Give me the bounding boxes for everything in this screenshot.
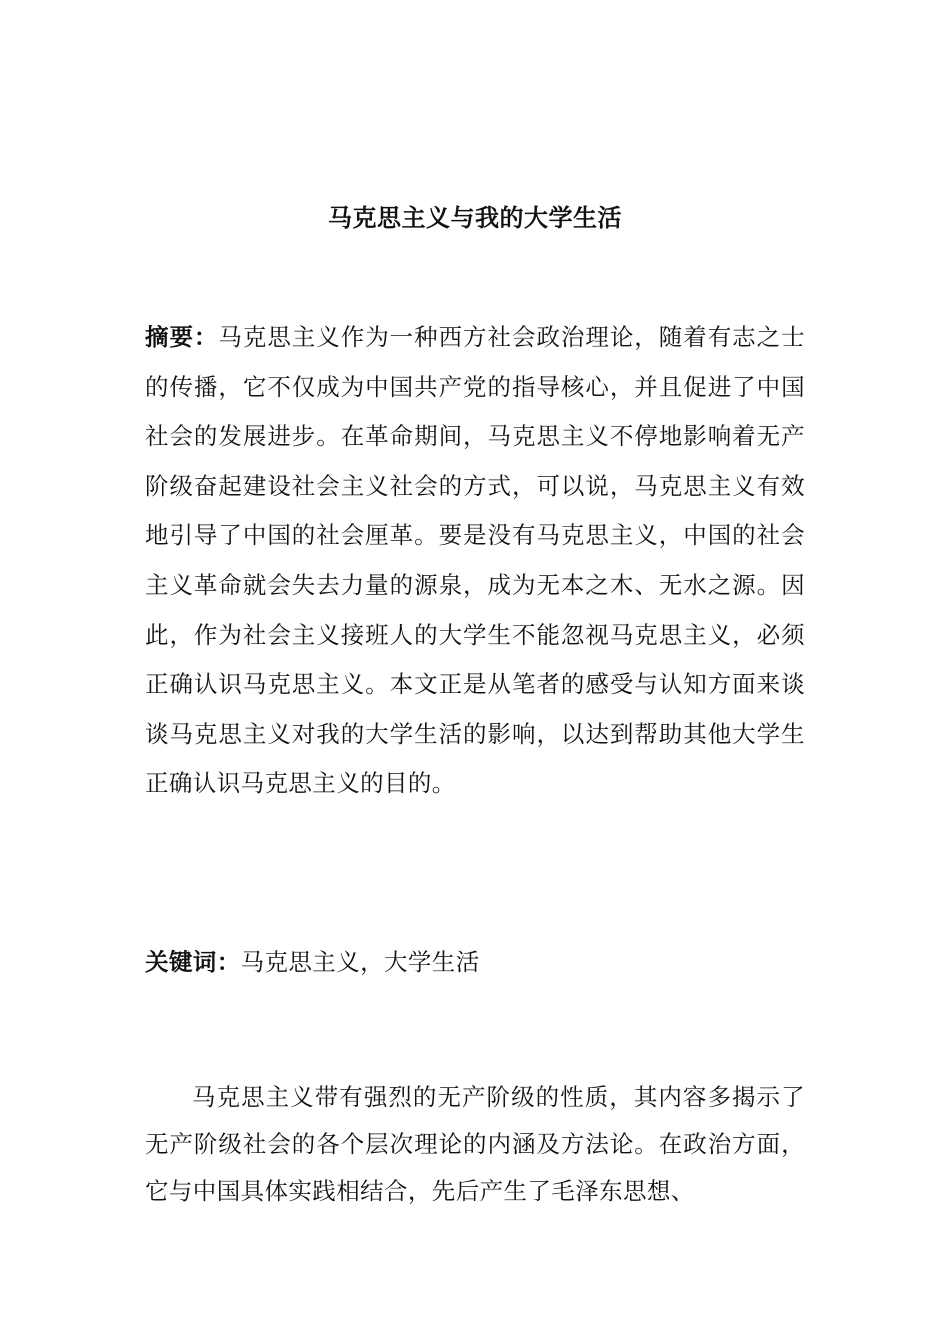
keywords-section [145, 942, 805, 982]
body-paragraph: 马克思主义带有强烈的无产阶级的性质，其内容多揭示了无产阶级社会的各个层次理论的内涵及方法论。在政治方面，它与中国具体实践相结合，先后产生了毛泽东思想、 [145, 1083, 805, 1205]
keywords-label: 关键词： [145, 948, 241, 976]
document-title: 马克思主义与我的大学生活 [328, 203, 622, 232]
abstract-text: 马克思主义作为一种西方社会政治理论，随着有志之士的传播，它不仅成为中国共产党的指导核心，并且促进了中国社会的发展进步。在革命期间，马克思主义不停地影响着无产阶级奋起建设社会主义社会的方式，可以说，马克思主义有效地引导了中国的社会厘革。要是没有马克思主义，中国的社会主义革命就会失去力量的源泉，成为无本之木、无水之源。因此，作为社会主义接班人的大学生不能忽视马克思主义，必须正确认识马克思主义。本文正是从笔者的感受与认知方面来谈谈马克思主义对我的大学生活的影响，以达到帮助其他大学生正确认识马克思主义的目的。 [145, 323, 805, 798]
abstract-label: 摘要： [145, 323, 219, 351]
keywords-text: 马克思主义，大学生活 [240, 948, 480, 976]
abstract-section [145, 313, 805, 809]
